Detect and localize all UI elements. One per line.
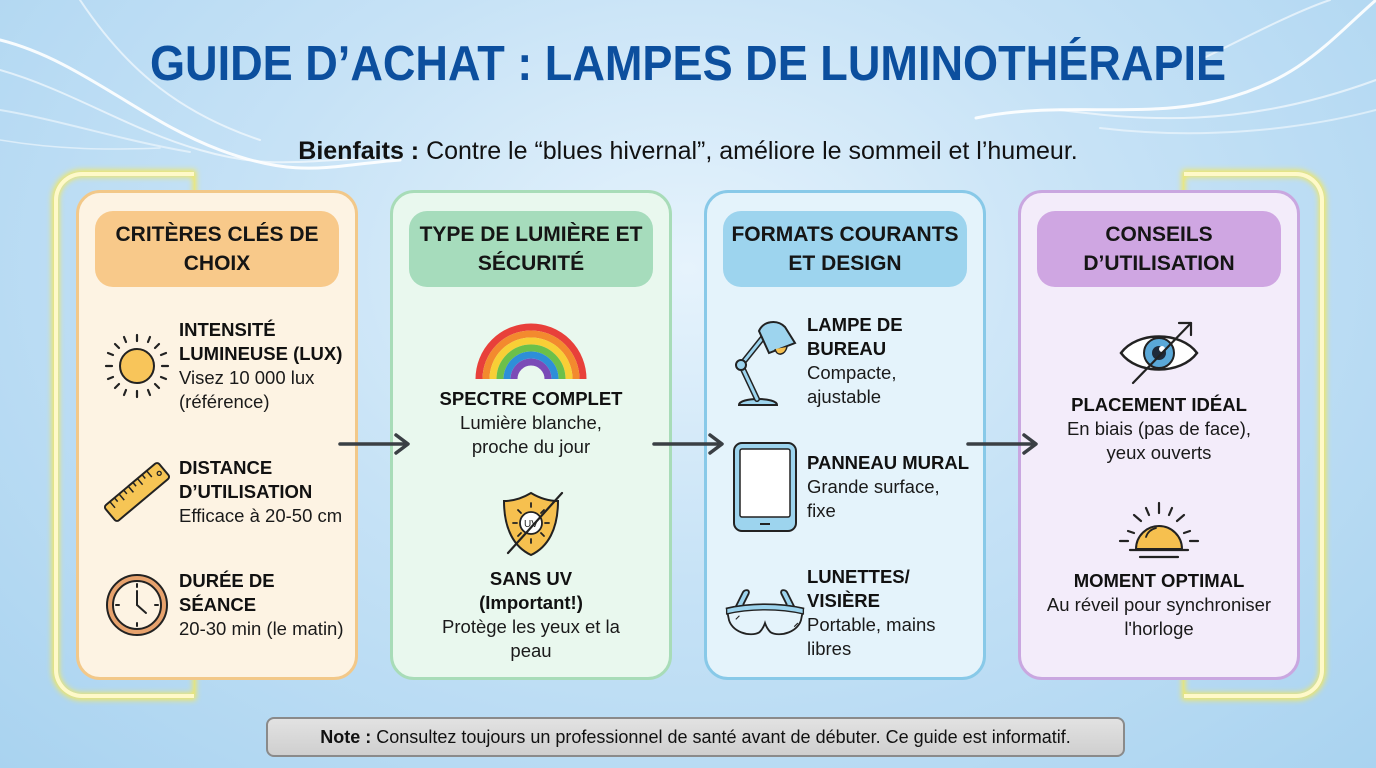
list-item (95, 455, 345, 529)
ruler-icon (95, 455, 179, 529)
item-title: PLACEMENT IDÉAL (1071, 394, 1247, 415)
item-desc: Compacte, ajustable (807, 362, 897, 407)
arrow-right-icon (652, 432, 726, 456)
benefits-subtitle (0, 137, 1376, 166)
sunrise-icon (1021, 499, 1297, 561)
item-title: SPECTRE COMPLET (439, 388, 623, 409)
list-item (1021, 317, 1297, 465)
note-text: Consultez toujours un professionnel de santé avant de débuter. Ce guide est informatif. (371, 726, 1071, 747)
wall-panel-icon (723, 441, 807, 533)
clock-icon (95, 572, 179, 638)
sun-icon (95, 331, 179, 401)
card-light-type-safety (390, 190, 672, 680)
card-header: FORMATS COURANTS ET DESIGN (723, 211, 967, 287)
card-header: CRITÈRES CLÉS DE CHOIX (95, 211, 339, 287)
arrow-right-icon (966, 432, 1040, 456)
item-desc: Portable, mains libres (807, 614, 936, 659)
item-desc: Visez 10 000 lux (référence) (179, 367, 315, 412)
item-desc: Au réveil pour synchroniser l'horloge (1046, 594, 1272, 639)
item-desc: 20-30 min (le matin) (179, 618, 344, 639)
item-desc: Lumière blanche, proche du jour (460, 412, 602, 457)
item-desc: Grande surface, fixe (807, 476, 940, 521)
item-title: LUNETTES/ VISIÈRE (807, 566, 910, 611)
list-item (95, 569, 345, 641)
item-title: MOMENT OPTIMAL (1073, 570, 1245, 591)
list-item (723, 565, 973, 661)
benefits-text: Contre le “blues hivernal”, améliore le sommeil et l’humeur. (419, 137, 1078, 165)
item-title: DURÉE DE SÉANCE (179, 570, 275, 615)
item-title: PANNEAU MURAL (807, 452, 970, 473)
glasses-icon (723, 584, 807, 642)
card-formats-design (704, 190, 986, 680)
note-label: Note : (320, 726, 372, 747)
list-item (393, 489, 669, 663)
card-key-criteria (76, 190, 358, 680)
card-header: TYPE DE LUMIÈRE ET SÉCURITÉ (409, 211, 653, 287)
eye-angle-icon (1021, 317, 1297, 385)
list-item (723, 313, 973, 409)
rainbow-icon (393, 321, 669, 379)
item-title: SANS UV (Important!) (479, 568, 583, 613)
item-title: DISTANCE D’UTILISATION (179, 457, 313, 502)
list-item (723, 441, 973, 533)
card-usage-tips (1018, 190, 1300, 680)
item-desc: En biais (pas de face), yeux ouverts (1066, 418, 1252, 463)
list-item (95, 318, 345, 414)
list-item (393, 321, 669, 459)
desk-lamp-icon (723, 313, 807, 409)
disclaimer-note (266, 717, 1125, 757)
page-title: GUIDE D’ACHAT : LAMPES DE LUMINOTHÉRAPIE (149, 37, 1227, 91)
item-desc: Efficace à 20-50 cm (179, 505, 343, 526)
card-header: CONSEILS D’UTILISATION (1037, 211, 1281, 287)
arrow-right-icon (338, 432, 412, 456)
benefits-label: Bienfaits : (298, 137, 420, 165)
svg-text:UV: UV (524, 519, 538, 530)
no-uv-shield-icon (393, 489, 669, 559)
item-desc: Protège les yeux et la peau (442, 616, 620, 661)
item-title: LAMPE DE BUREAU (807, 314, 903, 359)
item-title: INTENSITÉ LUMINEUSE (LUX) (179, 319, 343, 364)
list-item (1021, 499, 1297, 641)
